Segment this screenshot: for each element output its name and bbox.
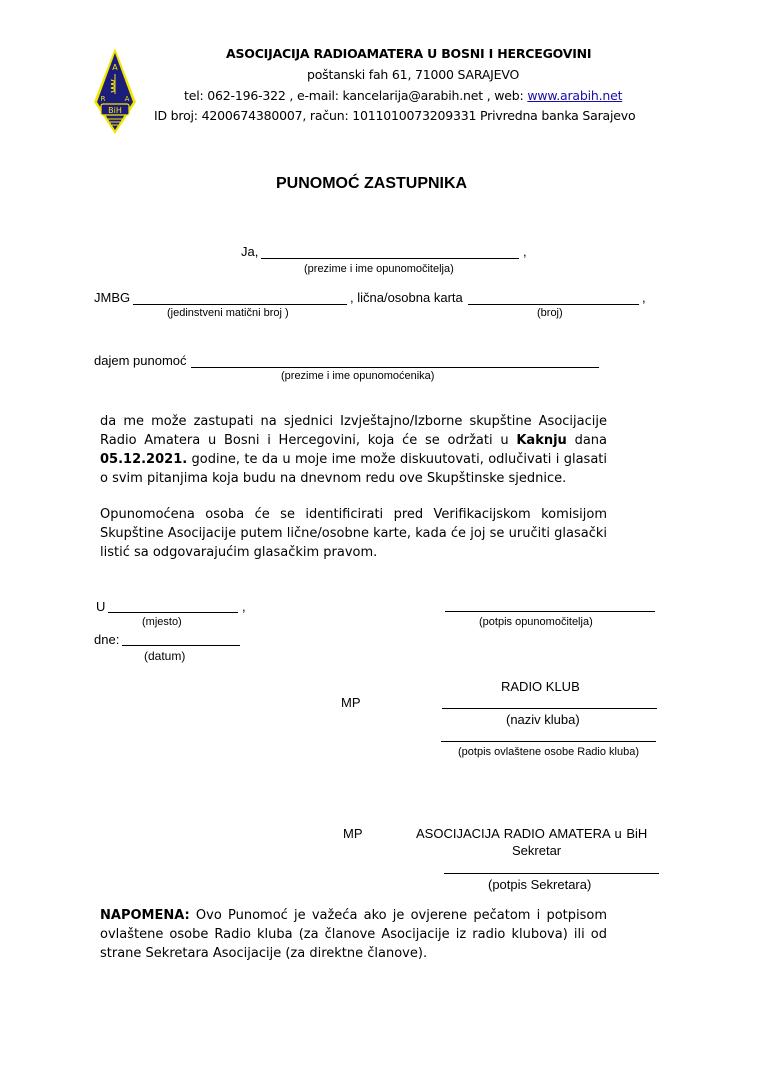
- radio-klub-label: RADIO KLUB: [501, 679, 580, 694]
- ja-caption: (prezime i ime opunomočitelja): [304, 263, 454, 275]
- mjesto-caption: (mjesto): [142, 616, 182, 628]
- ja-label: Ja,: [241, 244, 259, 259]
- p1-text-3: godine, te da u moje ime može diskuutovati, odlučivati i glasati o svim pitanjima koja budu na dnevnom redu ove Skupštinske sjednice.: [100, 452, 607, 486]
- mjesto-comma: ,: [242, 599, 246, 614]
- ja-name-field[interactable]: [261, 258, 519, 259]
- dne-label: dne:: [94, 632, 120, 647]
- org-ids: ID broj: 4200674380007, račun: 1011010073209331 Privredna banka Sarajevo: [154, 108, 636, 123]
- web-link[interactable]: www.arabih.net: [527, 88, 623, 103]
- note-paragraph: [100, 906, 607, 963]
- asocijacija-label: ASOCIJACIJA RADIO AMATERA u BiH: [416, 826, 648, 841]
- potpis-opunomocitelja-caption: (potpis opunomočitelja): [479, 616, 593, 628]
- svg-text:A: A: [124, 95, 130, 103]
- id-card-caption: (broj): [537, 307, 563, 319]
- naziv-kluba-caption: (naziv kluba): [506, 712, 580, 727]
- mp-stamp-club: MP: [341, 695, 361, 710]
- meeting-date: 05.12.2021.: [100, 452, 188, 467]
- potpis-sekretara-field[interactable]: [444, 873, 659, 874]
- svg-text:BiH: BiH: [108, 106, 122, 115]
- dajem-label: dajem punomoć: [94, 353, 187, 368]
- mjesto-field[interactable]: [108, 612, 238, 613]
- potpis-sekretara-caption: (potpis Sekretara): [488, 877, 592, 892]
- jmbg-caption: (jedinstveni matični broj ): [167, 307, 289, 319]
- note-text: Ovo Punomoć je važeća ako je ovjerene pečatom i potpisom ovlaštene osobe Radio kluba (za članove Asocijacije iz radio klubova) ili od strane Sekretara Asocijacije (za direktne članove).: [100, 908, 607, 961]
- naziv-kluba-field[interactable]: [442, 708, 657, 709]
- svg-text:A: A: [112, 63, 118, 72]
- svg-text:R: R: [100, 95, 106, 103]
- identification-paragraph: Opunomoćena osoba će se identificirati pred Verifikacijskom komisijom Skupštine Asocijacije putem lične/osobne karte, kada će joj se uručiti glasački listić sa odgovarajućim glasačkim pravom.: [100, 507, 607, 560]
- arabih-logo-icon: [90, 46, 140, 136]
- jmbg-field[interactable]: [133, 304, 347, 305]
- datum-caption: (datum): [144, 649, 186, 663]
- mp-stamp-association: MP: [343, 826, 363, 841]
- authorization-paragraph: [100, 412, 607, 488]
- potpis-opunomocitelja-field[interactable]: [445, 611, 655, 612]
- contact-text: tel: 062-196-322 , e-mail: kancelarija@arabih.net , web:: [184, 88, 528, 103]
- datum-field[interactable]: [122, 645, 240, 646]
- ja-comma: ,: [523, 244, 527, 259]
- potpis-ovlastene-caption: (potpis ovlaštene osobe Radio kluba): [458, 746, 640, 758]
- id-card-label: , lična/osobna karta: [350, 290, 463, 305]
- page-title: PUNOMOĆ ZASTUPNIKA: [276, 175, 468, 192]
- jmbg-label: JMBG: [94, 290, 131, 305]
- p1-text-1: da me može zastupati na sjednici Izvještajno/Izborne skupštine Asocijacije Radio Amatera u Bosni i Hercegovini, koja će se održati u: [100, 414, 607, 448]
- potpis-ovlastene-field[interactable]: [441, 741, 656, 742]
- dajem-caption: (prezime i ime opunomoćenika): [281, 370, 435, 382]
- id-card-field[interactable]: [468, 304, 639, 305]
- p1-text-2: dana: [566, 433, 607, 448]
- sekretar-label: Sekretar: [512, 843, 562, 858]
- note-label: NAPOMENA:: [100, 908, 190, 923]
- meeting-place: Kaknju: [516, 433, 567, 448]
- org-name: ASOCIJACIJA RADIOAMATERA U BOSNI I HERCEGOVINI: [226, 46, 592, 61]
- opunomocenik-field[interactable]: [191, 367, 599, 368]
- id-card-comma: ,: [642, 290, 646, 305]
- u-label: U: [96, 599, 106, 614]
- org-address: poštanski fah 61, 71000 SARAJEVO: [307, 67, 520, 82]
- org-contact: [184, 88, 622, 103]
